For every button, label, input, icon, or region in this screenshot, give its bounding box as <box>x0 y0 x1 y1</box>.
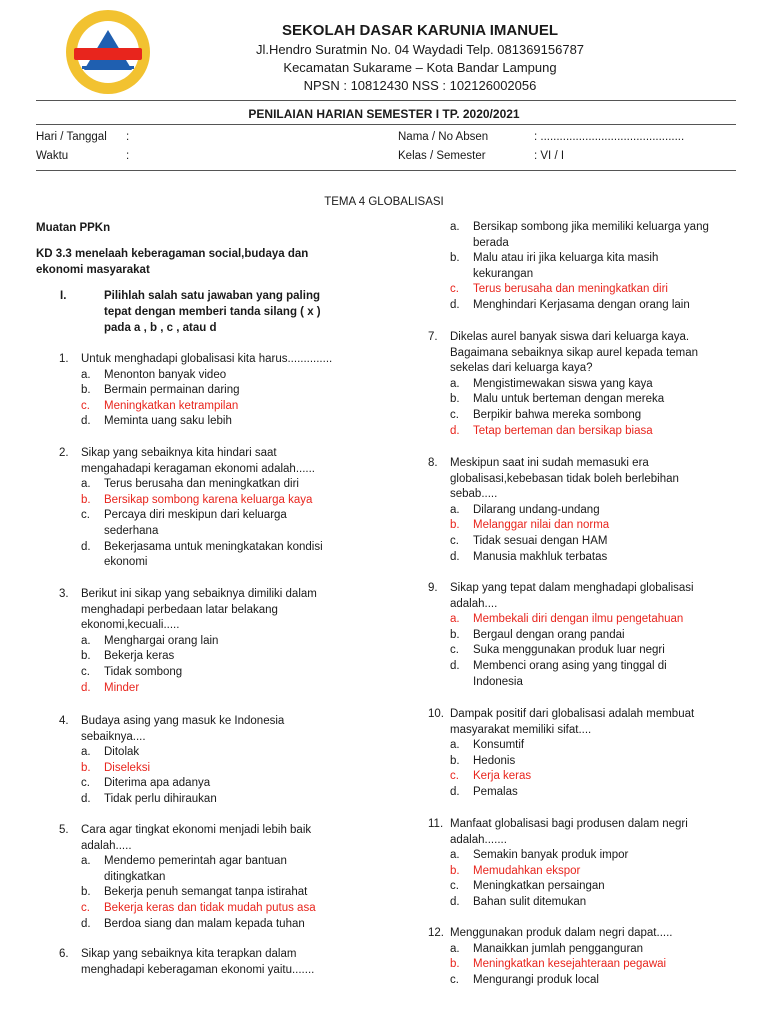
question-number-spacer <box>428 361 450 377</box>
name-value: : ............................................. <box>534 131 685 143</box>
question-number-spacer <box>428 472 450 488</box>
option-text: Terus berusaha dan meningkatkan diri <box>104 478 299 491</box>
answer-option <box>450 550 679 566</box>
question-text-row <box>59 839 316 855</box>
question-text: sekelas dari keluarga kaya? <box>450 362 593 375</box>
school-logo-emblem <box>64 8 152 96</box>
answer-option <box>450 895 688 911</box>
option-letter: a. <box>450 942 460 955</box>
answer-option <box>450 879 688 895</box>
answer-option <box>81 745 284 761</box>
question-text-row <box>428 456 679 472</box>
kd-line-2: ekonomi masyarakat <box>36 264 150 276</box>
question-1 <box>59 352 332 430</box>
option-text: Malu atau iri jika keluarga kita masih <box>473 252 659 265</box>
option-text: Bergaul dengan orang pandai <box>473 628 625 641</box>
option-letter-spacer <box>450 267 473 283</box>
option-letter: d. <box>450 895 460 908</box>
kd-line-1: KD 3.3 menelaah keberagaman social,budaya dan <box>36 248 309 260</box>
question-text-row <box>428 472 679 488</box>
option-letter-spacer <box>81 555 104 571</box>
question-text-row <box>59 446 323 462</box>
option-text: Indonesia <box>473 675 523 688</box>
answer-option <box>450 392 698 408</box>
question-text: adalah.... <box>450 597 498 610</box>
option-text: berada <box>473 236 509 249</box>
option-text: Meningkatkan ketrampilan <box>104 399 239 412</box>
question-text-row <box>428 346 698 362</box>
question-text-row <box>428 597 694 613</box>
question-text-row <box>59 963 314 979</box>
question-text-row <box>428 723 694 739</box>
option-letter: d. <box>81 681 91 694</box>
question-text: Sikap yang tepat dalam menghadapi globalisasi <box>450 582 694 594</box>
question-number: 3. <box>59 588 69 600</box>
question-text-row <box>428 833 688 849</box>
question-number: 10. <box>428 708 444 720</box>
option-text: Bekerja penuh semangat tanpa istirahat <box>104 886 308 899</box>
answer-option <box>81 634 317 650</box>
answer-option <box>450 408 698 424</box>
option-text: Berdoa siang dan malam kepada tuhan <box>104 917 305 930</box>
option-text: Pemalas <box>473 785 518 798</box>
option-letter: b. <box>450 252 460 265</box>
option-letter: b. <box>81 493 91 506</box>
option-letter: c. <box>450 644 459 657</box>
question-number-spacer <box>59 963 81 979</box>
question-6-options <box>428 220 709 314</box>
answer-option <box>81 477 323 493</box>
question-text: globalisasi,kebebasan tidak boleh berlebihan <box>450 472 679 485</box>
question-text-row <box>428 330 698 346</box>
option-letter: b. <box>450 628 460 641</box>
answer-option <box>450 675 694 691</box>
option-text: Bekerja keras dan tidak mudah putus asa <box>104 901 316 914</box>
option-letter: a. <box>81 634 91 647</box>
question-number-spacer <box>428 346 450 362</box>
question-text: menghadapi perbedaan latar belakang <box>81 603 278 616</box>
question-number: 4. <box>59 715 69 727</box>
question-7 <box>428 330 698 439</box>
question-text-row <box>59 352 332 368</box>
answer-option <box>81 917 316 933</box>
question-number-spacer <box>59 603 81 619</box>
question-text-row <box>428 581 694 597</box>
option-letter: c. <box>450 283 459 296</box>
answer-option <box>450 251 709 267</box>
option-text: Mengurangi produk local <box>473 973 599 986</box>
question-text-row <box>59 947 314 963</box>
option-text: Tidak sombong <box>104 665 183 678</box>
question-text: sebaiknya.... <box>81 730 146 743</box>
option-letter: d. <box>81 917 91 930</box>
option-letter: b. <box>450 393 460 406</box>
option-text: Konsumtif <box>473 739 525 752</box>
school-npsn: NPSN : 10812430 NSS : 102126002056 <box>303 78 537 93</box>
date-label: Hari / Tanggal <box>36 131 107 143</box>
answer-option <box>81 870 316 886</box>
question-text: sebab..... <box>450 488 498 501</box>
school-logo <box>64 8 152 96</box>
option-letter: b. <box>450 864 460 877</box>
question-number-spacer <box>428 723 450 739</box>
question-number: 7. <box>428 331 438 343</box>
question-text-row <box>59 730 284 746</box>
school-address: Jl.Hendro Suratmin No. 04 Waydadi Telp. 081369156787 <box>255 42 585 57</box>
option-text: Percaya diri meskipun dari keluarga <box>104 509 287 522</box>
option-text: ditingkatkan <box>104 870 166 883</box>
question-number: 5. <box>59 824 69 836</box>
answer-option <box>450 738 694 754</box>
answer-option <box>81 681 317 697</box>
answer-option <box>81 776 284 792</box>
answer-option <box>81 399 332 415</box>
option-text: Menghargai orang lain <box>104 634 219 647</box>
question-text-row <box>59 714 284 730</box>
answer-option <box>81 649 317 665</box>
option-text: Manaikkan jumlah pengganguran <box>473 942 644 955</box>
option-letter: c. <box>81 509 90 522</box>
option-text: Manusia makhluk terbatas <box>473 550 608 563</box>
answer-option <box>81 854 316 870</box>
question-text: menghadapi keberagaman ekonomi yaitu....... <box>81 963 315 976</box>
option-letter: d. <box>81 540 91 553</box>
question-9 <box>428 581 694 690</box>
question-number: 6. <box>59 948 69 960</box>
class-label: Kelas / Semester <box>398 150 486 162</box>
option-letter: b. <box>450 754 460 767</box>
question-number-spacer <box>59 839 81 855</box>
option-text: Mendemo pemerintah agar bantuan <box>104 855 287 868</box>
time-separator: : <box>126 150 130 162</box>
question-number: 2. <box>59 447 69 459</box>
option-letter: c. <box>450 880 459 893</box>
answer-option <box>81 792 284 808</box>
exam-title: PENILAIAN HARIAN SEMESTER I TP. 2020/2021 <box>248 107 520 121</box>
option-text: Tidak sesuai dengan HAM <box>473 534 608 547</box>
question-text-row <box>428 487 679 503</box>
option-letter: b. <box>450 519 460 532</box>
option-letter: d. <box>450 424 460 437</box>
question-number-spacer <box>428 833 450 849</box>
question-3 <box>59 587 317 696</box>
answer-option <box>450 848 688 864</box>
answer-option <box>81 555 323 571</box>
answer-option <box>450 973 672 989</box>
answer-option <box>81 524 323 540</box>
question-text: Dampak positif dari globalisasi adalah membuat <box>450 708 695 720</box>
answer-option <box>450 659 694 675</box>
question-number-spacer <box>59 462 81 478</box>
option-text: Menonton banyak video <box>104 368 227 381</box>
question-number-spacer <box>59 730 81 746</box>
option-letter: a. <box>450 613 460 626</box>
option-letter: b. <box>81 650 91 663</box>
option-text: Tetap berteman dan bersikap biasa <box>473 424 653 437</box>
date-separator: : <box>126 131 130 143</box>
option-text: Memudahkan ekspor <box>473 864 581 877</box>
answer-option <box>450 236 709 252</box>
question-5 <box>59 823 316 932</box>
answer-option <box>81 383 332 399</box>
option-letter: c. <box>81 901 90 914</box>
question-number-spacer <box>428 487 450 503</box>
question-number-spacer <box>59 618 81 634</box>
question-text: Dikelas aurel banyak siswa dari keluarga kaya. <box>450 331 690 343</box>
option-text: Diterima apa adanya <box>104 777 211 790</box>
option-letter: b. <box>81 886 91 899</box>
option-letter: d. <box>450 550 460 563</box>
option-text: Membenci orang asing yang tinggal di <box>473 659 667 672</box>
option-letter: a. <box>450 377 460 390</box>
instruction-line-2: tepat dengan memberi tanda silang ( x ) <box>104 306 321 318</box>
answer-option <box>450 518 679 534</box>
option-text: sederhana <box>104 524 159 537</box>
answer-option <box>450 534 679 550</box>
answer-option <box>81 414 332 430</box>
school-name: SEKOLAH DASAR KARUNIA IMANUEL <box>281 22 559 39</box>
option-letter: a. <box>450 739 460 752</box>
question-4 <box>59 714 284 808</box>
option-letter: a. <box>81 746 91 759</box>
option-letter: a. <box>450 221 460 233</box>
option-text: Meningkatkan kesejahteraan pegawai <box>473 958 667 971</box>
option-text: Mengistimewakan siswa yang kaya <box>473 377 653 390</box>
option-letter: a. <box>81 855 91 868</box>
option-letter: d. <box>450 659 460 672</box>
option-text: Terus berusaha dan meningkatkan diri <box>473 283 668 296</box>
question-text: Menggunakan produk dalam negri dapat..... <box>450 927 673 939</box>
answer-option <box>81 901 316 917</box>
option-letter: c. <box>450 534 459 547</box>
question-text: ekonomi,kecuali..... <box>81 619 180 632</box>
option-letter: c. <box>450 408 459 421</box>
option-letter: d. <box>450 298 460 311</box>
option-letter-spacer <box>450 675 473 691</box>
option-text: Malu untuk berteman dengan mereka <box>473 393 665 406</box>
instruction-number: I. <box>60 290 67 302</box>
question-text-row <box>59 823 316 839</box>
question-text: Berikut ini sikap yang sebaiknya dimiliki dalam <box>81 588 317 600</box>
option-letter: a. <box>81 368 91 381</box>
answer-option <box>450 612 694 628</box>
option-text: Berpikir bahwa mereka sombong <box>473 408 642 421</box>
option-text: Meminta uang saku lebih <box>104 415 232 428</box>
answer-option <box>450 785 694 801</box>
option-letter: d. <box>81 415 91 428</box>
option-text: Tidak perlu dihiraukan <box>104 792 217 805</box>
answer-option <box>81 493 323 509</box>
option-text: kekurangan <box>473 267 534 280</box>
option-text: Melanggar nilai dan norma <box>473 519 610 532</box>
answer-option <box>450 628 694 644</box>
answer-option <box>450 864 688 880</box>
option-text: Kerja keras <box>473 770 532 783</box>
question-11 <box>428 817 688 911</box>
answer-option <box>450 267 709 283</box>
option-letter: b. <box>81 761 91 774</box>
option-text: Dilarang undang-undang <box>473 503 600 516</box>
option-text: Bahan sulit ditemukan <box>473 895 587 908</box>
option-text: Bersikap sombong jika memiliki keluarga yang <box>473 221 709 233</box>
instruction-line-1: Pilihlah salah satu jawaban yang paling <box>104 290 321 302</box>
option-text: Suka menggunakan produk luar negri <box>473 644 665 657</box>
divider-identity <box>36 170 736 171</box>
answer-option <box>450 377 698 393</box>
option-text: Ditolak <box>104 746 140 759</box>
question-text-row <box>428 817 688 833</box>
option-text: Minder <box>104 681 140 694</box>
answer-option <box>450 424 698 440</box>
option-text: Menghindari Kerjasama dengan orang lain <box>473 298 690 311</box>
question-number: 1. <box>59 353 69 365</box>
question-text: adalah..... <box>81 839 132 852</box>
divider-title <box>36 124 736 125</box>
question-text: Untuk menghadapi globalisasi kita harus.............. <box>81 353 333 365</box>
answer-option <box>450 643 694 659</box>
option-text: Meningkatkan persaingan <box>473 880 605 893</box>
question-number: 11. <box>428 818 444 830</box>
answer-option <box>81 540 323 556</box>
answer-option <box>450 957 672 973</box>
option-letter: b. <box>81 384 91 397</box>
question-text-row <box>59 603 317 619</box>
answer-option <box>450 769 694 785</box>
option-text: Bersikap sombong karena keluarga kaya <box>104 493 313 506</box>
question-text-row <box>59 618 317 634</box>
answer-option <box>81 885 316 901</box>
answer-option <box>450 942 672 958</box>
answer-option <box>450 220 709 236</box>
option-text: Bekerjasama untuk meningkatakan kondisi <box>104 540 323 553</box>
question-text: Meskipun saat ini sudah memasuki era <box>450 457 649 469</box>
option-letter: d. <box>450 785 460 798</box>
question-text: Manfaat globalisasi bagi produsen dalam negri <box>450 818 688 830</box>
question-2 <box>59 446 323 571</box>
question-text-row <box>428 361 698 377</box>
option-letter-spacer <box>81 524 104 540</box>
answer-option <box>81 761 284 777</box>
school-district: Kecamatan Sukarame – Kota Bandar Lampung <box>283 60 557 75</box>
question-text-row <box>59 462 323 478</box>
option-text: ekonomi <box>104 556 148 569</box>
option-letter: c. <box>81 399 90 412</box>
option-text: Bermain permainan daring <box>104 384 240 397</box>
option-letter: c. <box>81 665 90 678</box>
answer-option <box>450 503 679 519</box>
option-text: Bekerja keras <box>104 650 175 663</box>
question-text-row <box>428 926 672 942</box>
option-text: Diseleksi <box>104 761 151 774</box>
question-number: 9. <box>428 582 438 594</box>
time-label: Waktu <box>36 150 69 162</box>
theme-title: TEMA 4 GLOBALISASI <box>324 196 444 208</box>
answer-option <box>450 754 694 770</box>
instruction-line-3: pada a , b , c , atau d <box>104 322 217 334</box>
name-label: Nama / No Absen <box>398 131 489 143</box>
question-text: Bagaimana sebaiknya sikap aurel kepada teman <box>450 346 699 359</box>
question-text-row <box>428 707 694 723</box>
question-number: 8. <box>428 457 438 469</box>
option-text: Hedonis <box>473 754 516 767</box>
option-letter-spacer <box>81 870 104 886</box>
question-text: mengahadapi keragaman ekonomi adalah...... <box>81 462 315 475</box>
option-letter: d. <box>81 792 91 805</box>
question-number: 12. <box>428 927 444 939</box>
answer-option <box>450 282 709 298</box>
answer-option <box>81 368 332 384</box>
option-text: Membekali diri dengan ilmu pengetahuan <box>473 613 684 626</box>
question-text: Sikap yang sebaiknya kita hindari saat <box>81 447 277 459</box>
option-letter: c. <box>81 777 90 790</box>
option-letter-spacer <box>450 236 473 252</box>
class-value: : VI / I <box>534 150 565 162</box>
question-text: adalah....... <box>450 833 507 846</box>
option-letter: c. <box>450 973 459 986</box>
question-text: Sikap yang sebaiknya kita terapkan dalam <box>81 948 297 960</box>
option-letter: a. <box>450 503 460 516</box>
option-letter: a. <box>450 849 460 862</box>
option-letter: a. <box>81 478 91 491</box>
question-12 <box>428 926 672 988</box>
divider-top <box>36 100 736 101</box>
question-10 <box>428 707 694 801</box>
question-number-spacer <box>428 597 450 613</box>
question-text: masyarakat memiliki sifat.... <box>450 723 592 736</box>
answer-option <box>81 665 317 681</box>
answer-option <box>450 298 709 314</box>
question-6 <box>59 947 314 978</box>
answer-option <box>81 508 323 524</box>
option-letter: b. <box>450 958 460 971</box>
question-text-row <box>59 587 317 603</box>
option-letter: c. <box>450 770 459 783</box>
question-text: Cara agar tingkat ekonomi menjadi lebih baik <box>81 824 312 836</box>
subject-label: Muatan PPKn <box>36 222 111 234</box>
option-text: Semakin banyak produk impor <box>473 849 629 862</box>
question-8 <box>428 456 679 565</box>
question-text: Budaya asing yang masuk ke Indonesia <box>81 715 285 727</box>
